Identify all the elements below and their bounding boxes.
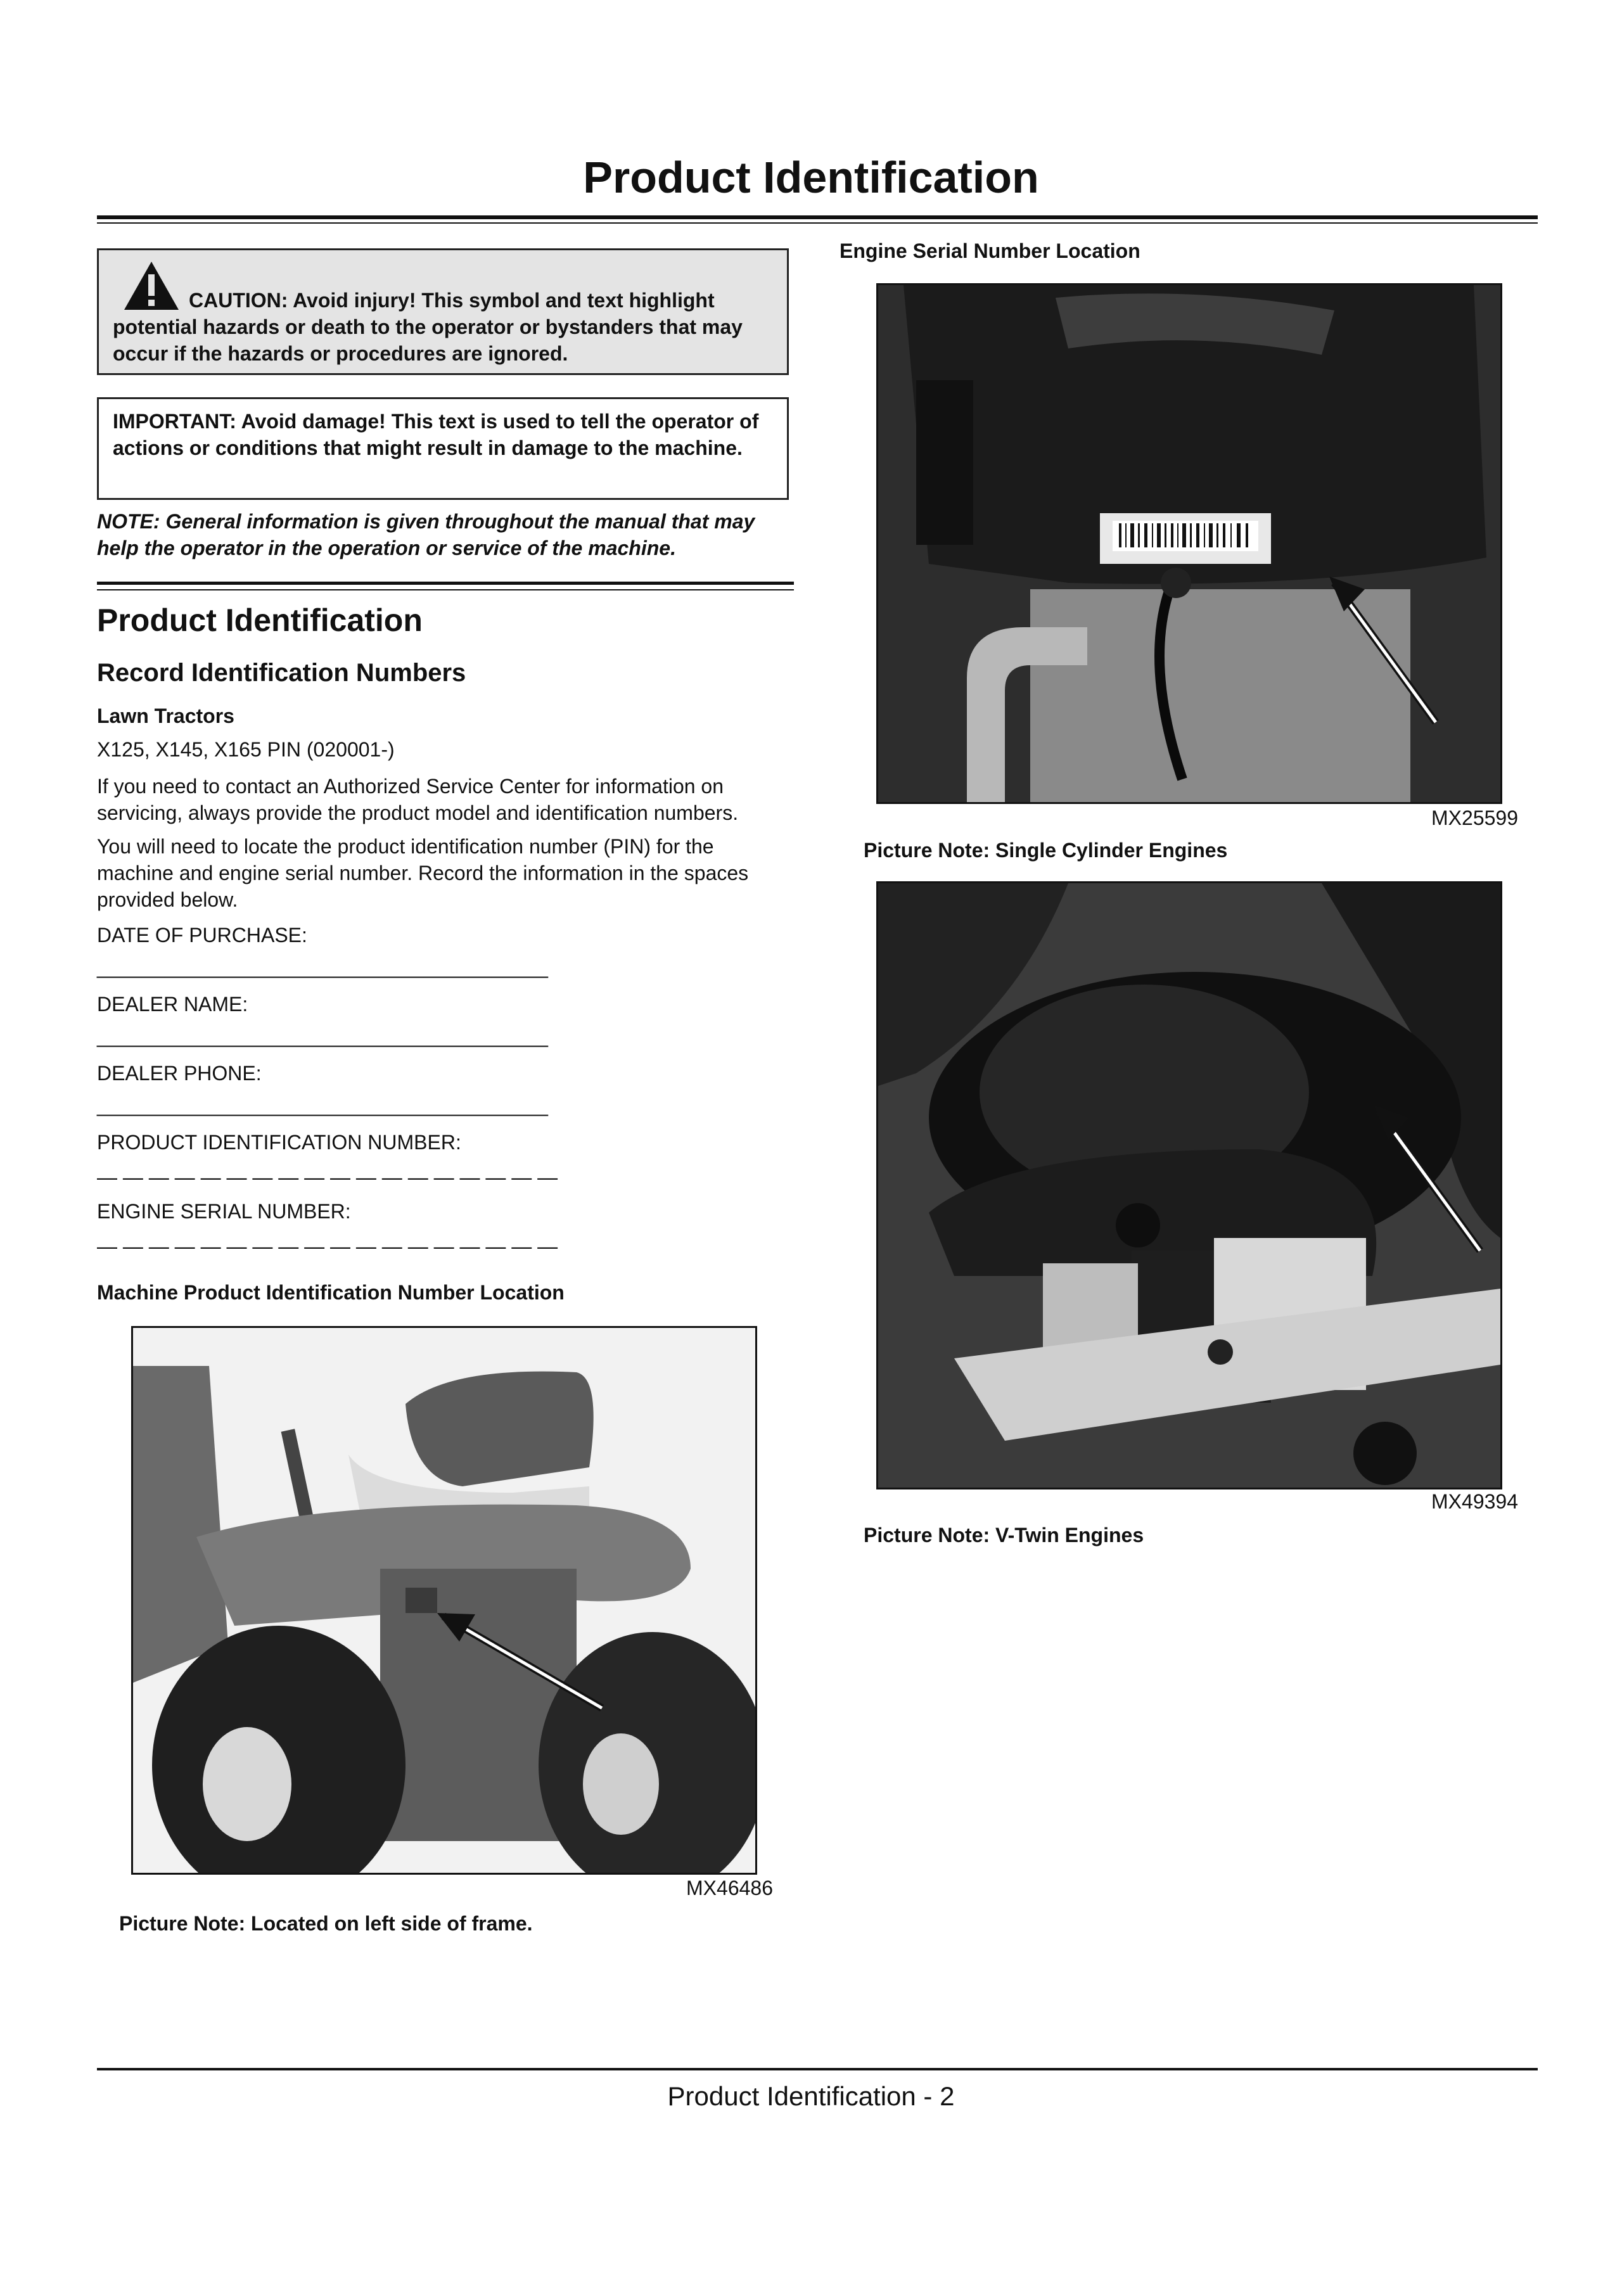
important-text: IMPORTANT: Avoid damage! This text is used to tell the operator of actions or conditions that might result in damage to the machine.	[113, 410, 759, 459]
single-cylinder-engine-photo	[878, 285, 1500, 802]
machine-figure-code: MX46486	[686, 1877, 773, 1899]
title-rule-thin	[97, 222, 1538, 224]
important-box	[97, 397, 789, 500]
field-label-date: DATE OF PURCHASE:	[97, 924, 307, 947]
field-label-engine-serial: ENGINE SERIAL NUMBER:	[97, 1200, 351, 1223]
field-label-dealer-name: DEALER NAME:	[97, 993, 248, 1016]
engine-single-figure-image	[876, 283, 1502, 804]
caution-box	[97, 248, 789, 375]
field-blank-pin[interactable]: — — — — — — — — — — — — — — — — — —	[97, 1166, 558, 1189]
section-heading: Product Identification	[97, 603, 423, 638]
field-label-pin: PRODUCT IDENTIFICATION NUMBER:	[97, 1131, 461, 1154]
vtwin-engine-photo	[878, 883, 1500, 1488]
note-text: NOTE: General information is given throughout the manual that may help the operator in the operation or service of the machine.	[97, 510, 755, 559]
tractor-illustration	[133, 1328, 755, 1873]
field-blank-dealer-phone[interactable]: ________________________________________	[97, 1094, 548, 1116]
machine-figure-heading: Machine Product Identification Number Location	[97, 1281, 565, 1304]
para-locate: You will need to locate the product identification number (PIN) for the machine and engine serial number. Record the information in the spaces provided below.	[97, 835, 749, 911]
section-subheading: Record Identification Numbers	[97, 659, 466, 687]
group-label: Lawn Tractors	[97, 705, 234, 727]
barcode-icon	[1113, 521, 1258, 551]
section-rule-thin	[97, 589, 794, 590]
engine-vtwin-figure-caption: Picture Note: V-Twin Engines	[864, 1524, 1144, 1547]
caution-text: CAUTION: Avoid injury! This symbol and text highlight potential hazards or death to the operator or bystanders that may occur if the hazards or procedures are ignored.	[113, 289, 743, 365]
engine-single-figure-code: MX25599	[1431, 807, 1518, 829]
machine-figure-caption: Picture Note: Located on left side of frame.	[119, 1912, 533, 1935]
engine-single-figure-caption: Picture Note: Single Cylinder Engines	[864, 839, 1228, 862]
page-title: Product Identification	[583, 153, 1039, 202]
footer-rule	[97, 2068, 1538, 2070]
engine-vtwin-figure-image	[876, 881, 1502, 1489]
machine-figure-image	[131, 1326, 757, 1875]
field-label-dealer-phone: DEALER PHONE:	[97, 1062, 262, 1085]
engine-vtwin-figure-code: MX49394	[1431, 1490, 1518, 1513]
page-footer: Product Identification - 2	[667, 2081, 955, 2111]
field-blank-engine-serial[interactable]: — — — — — — — — — — — — — — — — — —	[97, 1235, 558, 1258]
models-line: X125, X145, X165 PIN (020001-)	[97, 738, 395, 761]
section-rule-thick	[97, 582, 794, 585]
field-blank-dealer-name[interactable]: ________________________________________	[97, 1024, 548, 1047]
field-blank-date[interactable]: ________________________________________	[97, 955, 548, 978]
title-rule-thick	[97, 215, 1538, 219]
engine-figure-heading: Engine Serial Number Location	[840, 239, 1140, 262]
para-contact: If you need to contact an Authorized Service Center for information on servicing, always provide the product model and identification numbers.	[97, 775, 739, 824]
